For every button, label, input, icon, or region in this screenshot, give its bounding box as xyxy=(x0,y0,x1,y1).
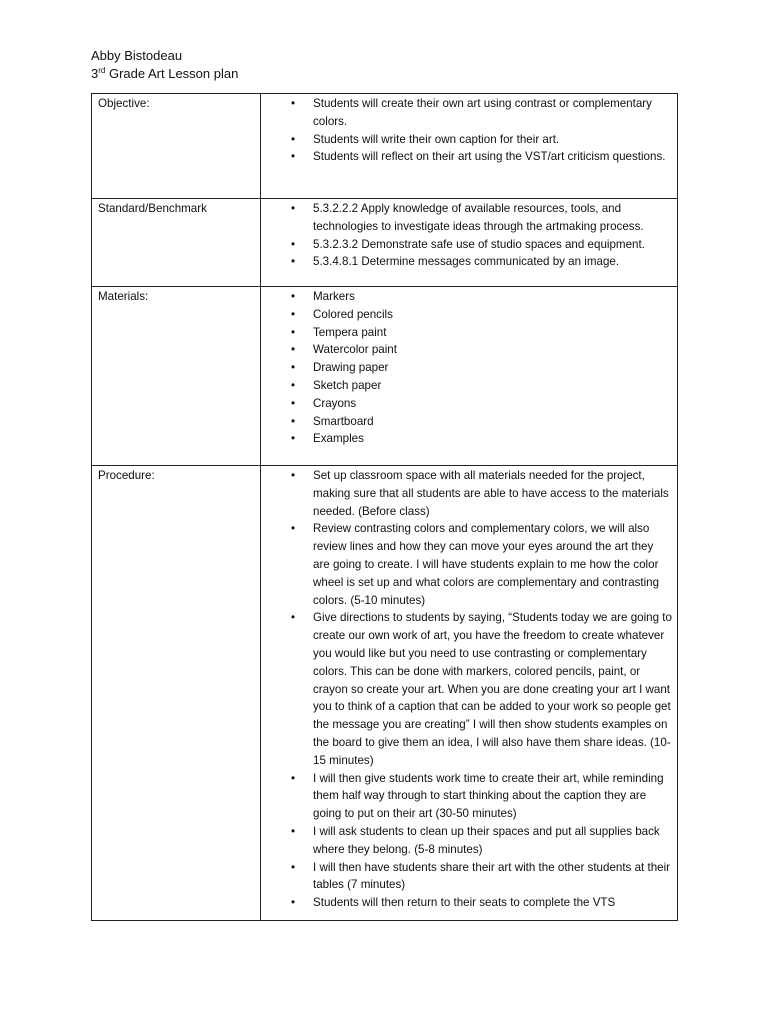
list-item: • I will then give students work time to create their art, while reminding them half way through to start thinking about the caption they are going to put on their art (30-50 minutes) xyxy=(261,770,673,823)
list-item: • Colored pencils xyxy=(261,306,673,324)
row-label: Objective: xyxy=(98,97,150,110)
list-item: • Review contrasting colors and complementary colors, we will also review lines and how they can move your eyes around the art they are going to create. I will have students explain to me how the color wheel is set up and what colors are complementary and contrasting colors. (5-10 minutes) xyxy=(261,520,673,609)
row-label-cell xyxy=(92,466,261,921)
row-content-cell xyxy=(261,287,678,466)
objective-list xyxy=(261,94,673,166)
list-item: • Sketch paper xyxy=(261,377,673,395)
list-item: • Students will then return to their seats to complete the VTS xyxy=(261,894,673,912)
grade-number: 3 xyxy=(91,66,99,81)
author-name: Abby Bistodeau xyxy=(91,48,183,63)
list-item: • 5.3.2.2.2 Apply knowledge of available resources, tools, and technologies to investigate ideas through the artmaking process. xyxy=(261,200,673,236)
standard-list xyxy=(261,199,673,271)
list-item: • Smartboard xyxy=(261,413,673,431)
row-label-cell xyxy=(92,199,261,287)
list-item: • I will ask students to clean up their spaces and put all supplies back where they belong. (5-8 minutes) xyxy=(261,823,673,859)
row-label-cell xyxy=(92,94,261,199)
list-item: • Students will create their own art using contrast or complementary colors. xyxy=(261,95,673,131)
list-item: • I will then have students share their art with the other students at their tables (7 minutes) xyxy=(261,859,673,895)
row-content-cell xyxy=(261,199,678,287)
grade-suffix: rd xyxy=(98,66,106,75)
materials-list xyxy=(261,287,673,448)
table-row-materials xyxy=(92,287,678,466)
list-item: • Give directions to students by saying, “Students today we are going to create our own work of art, you have the freedom to create whatever you would like but you need to use contrasting or complementary colors. This can be done with markers, colored pencils, paint, or crayon so create your art. When you are done creating your art I want you to think of a caption that can be added to your work so people get the message you are creating” I will then show students examples on the board to give them an idea, I will also have them share ideas. (10-15 minutes) xyxy=(261,609,673,769)
list-item: • Drawing paper xyxy=(261,359,673,377)
row-content-cell xyxy=(261,466,678,921)
row-label: Procedure: xyxy=(98,469,155,482)
list-item: • Crayons xyxy=(261,395,673,413)
list-item: • Markers xyxy=(261,288,673,306)
title-text: Grade Art Lesson plan xyxy=(105,66,239,81)
list-item: • Students will reflect on their art using the VST/art criticism questions. xyxy=(261,148,673,166)
row-label-cell xyxy=(92,287,261,466)
document-title xyxy=(91,65,238,83)
list-item: • Set up classroom space with all materials needed for the project, making sure that all students are able to have access to the materials needed. (Before class) xyxy=(261,467,673,520)
row-content-cell xyxy=(261,94,678,199)
list-item: • Tempera paint xyxy=(261,324,673,342)
lesson-plan-table xyxy=(91,93,678,921)
procedure-list xyxy=(261,466,673,912)
list-item: • 5.3.2.3.2 Demonstrate safe use of studio spaces and equipment. xyxy=(261,236,673,254)
table-row-procedure xyxy=(92,466,678,921)
row-label: Standard/Benchmark xyxy=(98,202,207,215)
table-row-standard xyxy=(92,199,678,287)
list-item: • Examples xyxy=(261,430,673,448)
list-item: • Students will write their own caption for their art. xyxy=(261,131,673,149)
row-label: Materials: xyxy=(98,290,149,303)
list-item: • 5.3.4.8.1 Determine messages communicated by an image. xyxy=(261,253,673,271)
table-row-objective xyxy=(92,94,678,199)
document-header xyxy=(91,47,238,83)
list-item: • Watercolor paint xyxy=(261,341,673,359)
